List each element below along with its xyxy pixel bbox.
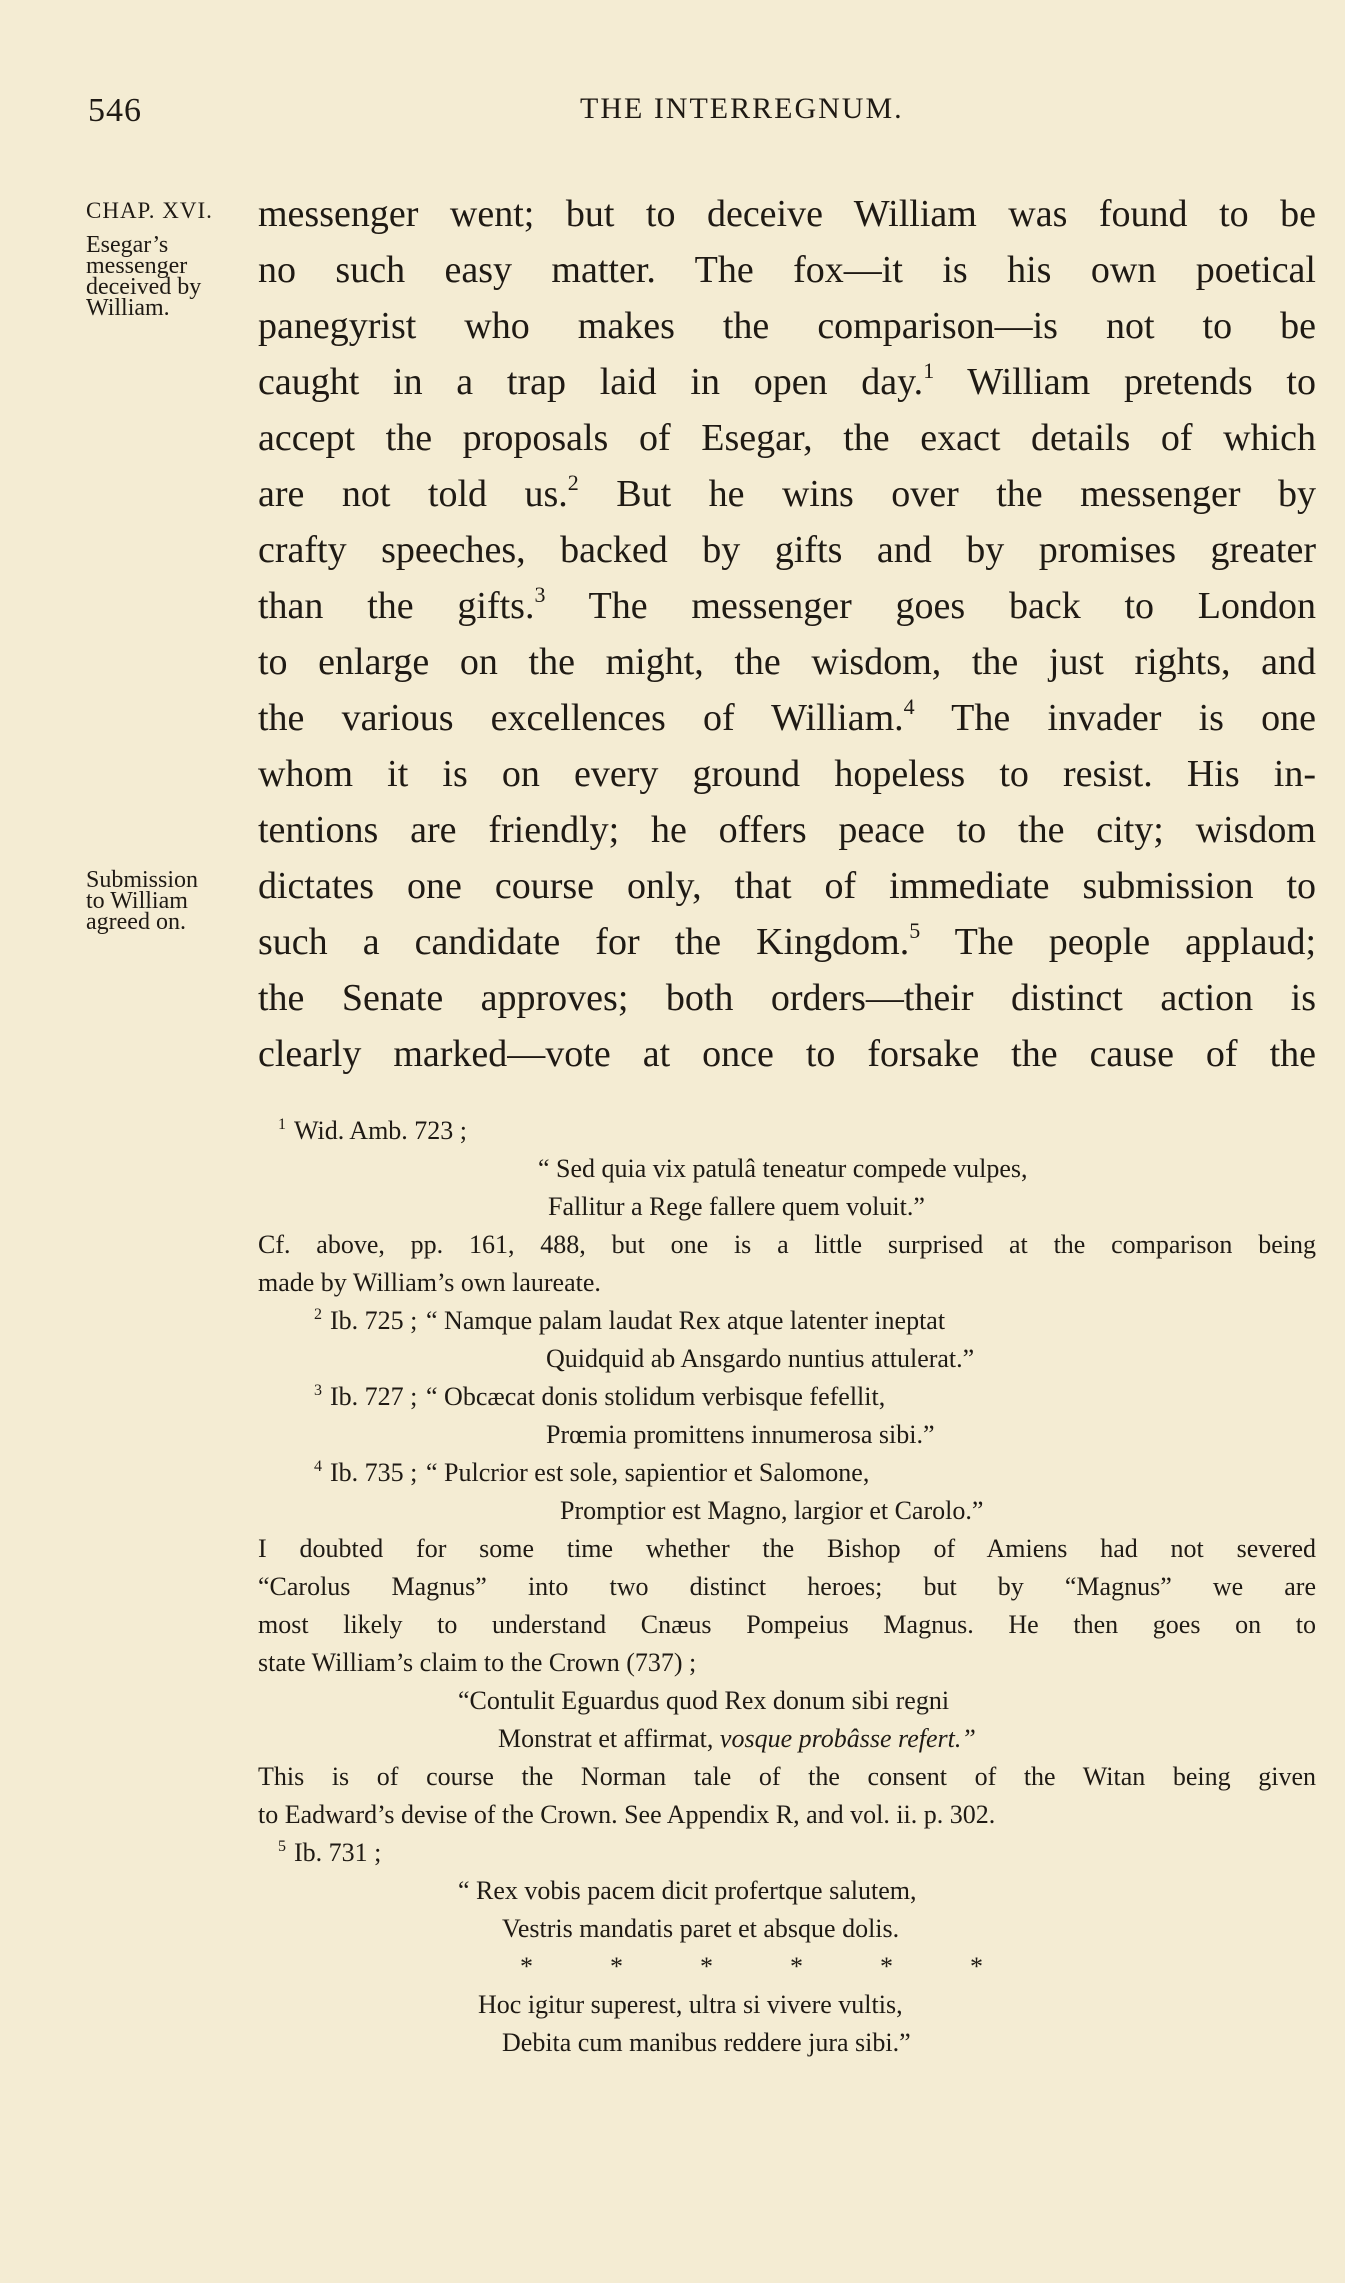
- text-line: the various excellences of William.$^4$ The invader is one: [258, 694, 1316, 739]
- asterism: * * * * * *: [520, 1952, 983, 1981]
- main-text: [258, 186, 1316, 1082]
- footnote-text: most likely to understand Cnæus Pompeius Magnus. He then goes on to: [258, 1610, 1316, 1639]
- footnote-4: $^4$ Ib. 735 ; “ Pulcrior est sole, sapientior et Salomone,: [314, 1458, 870, 1487]
- margin-line: agreed on.: [86, 909, 186, 935]
- footnote-3: $^3$ Ib. 727 ; “ Obcæcat donis stolidum verbisque fefellit,: [314, 1382, 886, 1411]
- text-line: caught in a trap laid in open day.$^1$ William pretends to: [258, 358, 1316, 403]
- text-line: the Senate approves; both orders—their distinct action is: [258, 977, 1316, 1019]
- margin-line: Esegar’s: [86, 232, 169, 258]
- text-line: clearly marked—vote at once to forsake the cause of the: [258, 1033, 1316, 1075]
- running-title: THE INTERREGNUM.: [580, 92, 904, 125]
- footnote-text: I doubted for some time whether the Bishop of Amiens had not severed: [258, 1534, 1316, 1563]
- verse-line: Quidquid ab Ansgardo nuntius attulerat.”: [546, 1344, 975, 1373]
- verse-line: “ Sed quia vix patulâ teneatur compede vulpes,: [538, 1154, 1028, 1183]
- footnote-ref: 2: [567, 470, 579, 495]
- verse-line: “ Rex vobis pacem dicit profertque salutem,: [458, 1876, 917, 1905]
- footnote-5: $^5$ Ib. 731 ;: [278, 1838, 382, 1867]
- footnote-text: This is of course the Norman tale of the consent of the Witan being given: [258, 1762, 1316, 1791]
- margin-line: messenger: [86, 253, 188, 279]
- verse-line: Fallitur a Rege fallere quem voluit.”: [548, 1192, 925, 1221]
- footnote-ref: 4: [903, 694, 915, 719]
- footnote-2: $^2$ Ib. 725 ; “ Namque palam laudat Rex atque latenter ineptat: [314, 1306, 946, 1335]
- footnote-ref: 5: [909, 918, 921, 943]
- marginal-note-esegar: [86, 200, 256, 319]
- text-line: are not told us.$^2$ But he wins over the messenger by: [258, 470, 1316, 515]
- text-line: dictates one course only, that of immediate submission to: [258, 865, 1316, 907]
- verse-line: Vestris mandatis paret et absque dolis.: [502, 1914, 900, 1943]
- page-number: 546: [88, 92, 142, 129]
- verse-line: Prœmia promittens innumerosa sibi.”: [546, 1420, 935, 1449]
- verse-line: “Contulit Eguardus quod Rex donum sibi regni: [458, 1686, 950, 1715]
- footnote-ref: 1: [923, 358, 935, 383]
- footnote-text: “Carolus Magnus” into two distinct heroes; but by “Magnus” we are: [258, 1572, 1316, 1601]
- margin-line: Submission: [86, 867, 199, 893]
- text-line: whom it is on every ground hopeless to resist. His in-: [258, 753, 1316, 795]
- footnote-text: Cf. above, pp. 161, 488, but one is a little surprised at the comparison being: [258, 1230, 1316, 1259]
- verse-line: Monstrat et affirmat, vosque probâsse refert.”: [498, 1724, 976, 1753]
- verse-line: Debita cum manibus reddere jura sibi.”: [502, 2028, 911, 2057]
- text-line: messenger went; but to deceive William was found to be: [258, 193, 1316, 235]
- footnote-text: made by William’s own laureate.: [258, 1268, 601, 1297]
- text-line: accept the proposals of Esegar, the exact details of which: [258, 417, 1316, 459]
- margin-line: to William: [86, 888, 188, 914]
- verse-line: Promptior est Magno, largior et Carolo.”: [560, 1496, 984, 1525]
- text-line: such a candidate for the Kingdom.$^5$ The people applaud;: [258, 918, 1316, 963]
- footnote-text: state William’s claim to the Crown (737) ;: [258, 1648, 697, 1677]
- margin-line: deceived by: [86, 274, 202, 300]
- text-line: panegyrist who makes the comparison—is not to be: [258, 305, 1316, 347]
- footnote-1: $^1$ Wid. Amb. 723 ;: [278, 1116, 468, 1145]
- verse-line: Hoc igitur superest, ultra si vivere vultis,: [478, 1990, 903, 2019]
- footnote-text: to Eadward’s devise of the Crown. See Appendix R, and vol. ii. p. 302.: [258, 1800, 996, 1829]
- text-line: than the gifts.$^3$ The messenger goes back to London: [258, 582, 1316, 627]
- margin-line: William.: [86, 295, 170, 321]
- footnote-ref: 3: [534, 582, 546, 607]
- text-line: tentions are friendly; he offers peace to the city; wisdom: [258, 809, 1316, 851]
- text-line: crafty speeches, backed by gifts and by promises greater: [258, 529, 1316, 571]
- footnotes: [258, 1112, 1316, 2062]
- marginal-note-submission: [86, 867, 256, 935]
- chapter-label: CHAP. XVI.: [86, 198, 213, 223]
- text-line: to enlarge on the might, the wisdom, the just rights, and: [258, 641, 1316, 683]
- text-line: no such easy matter. The fox—it is his own poetical: [258, 249, 1316, 291]
